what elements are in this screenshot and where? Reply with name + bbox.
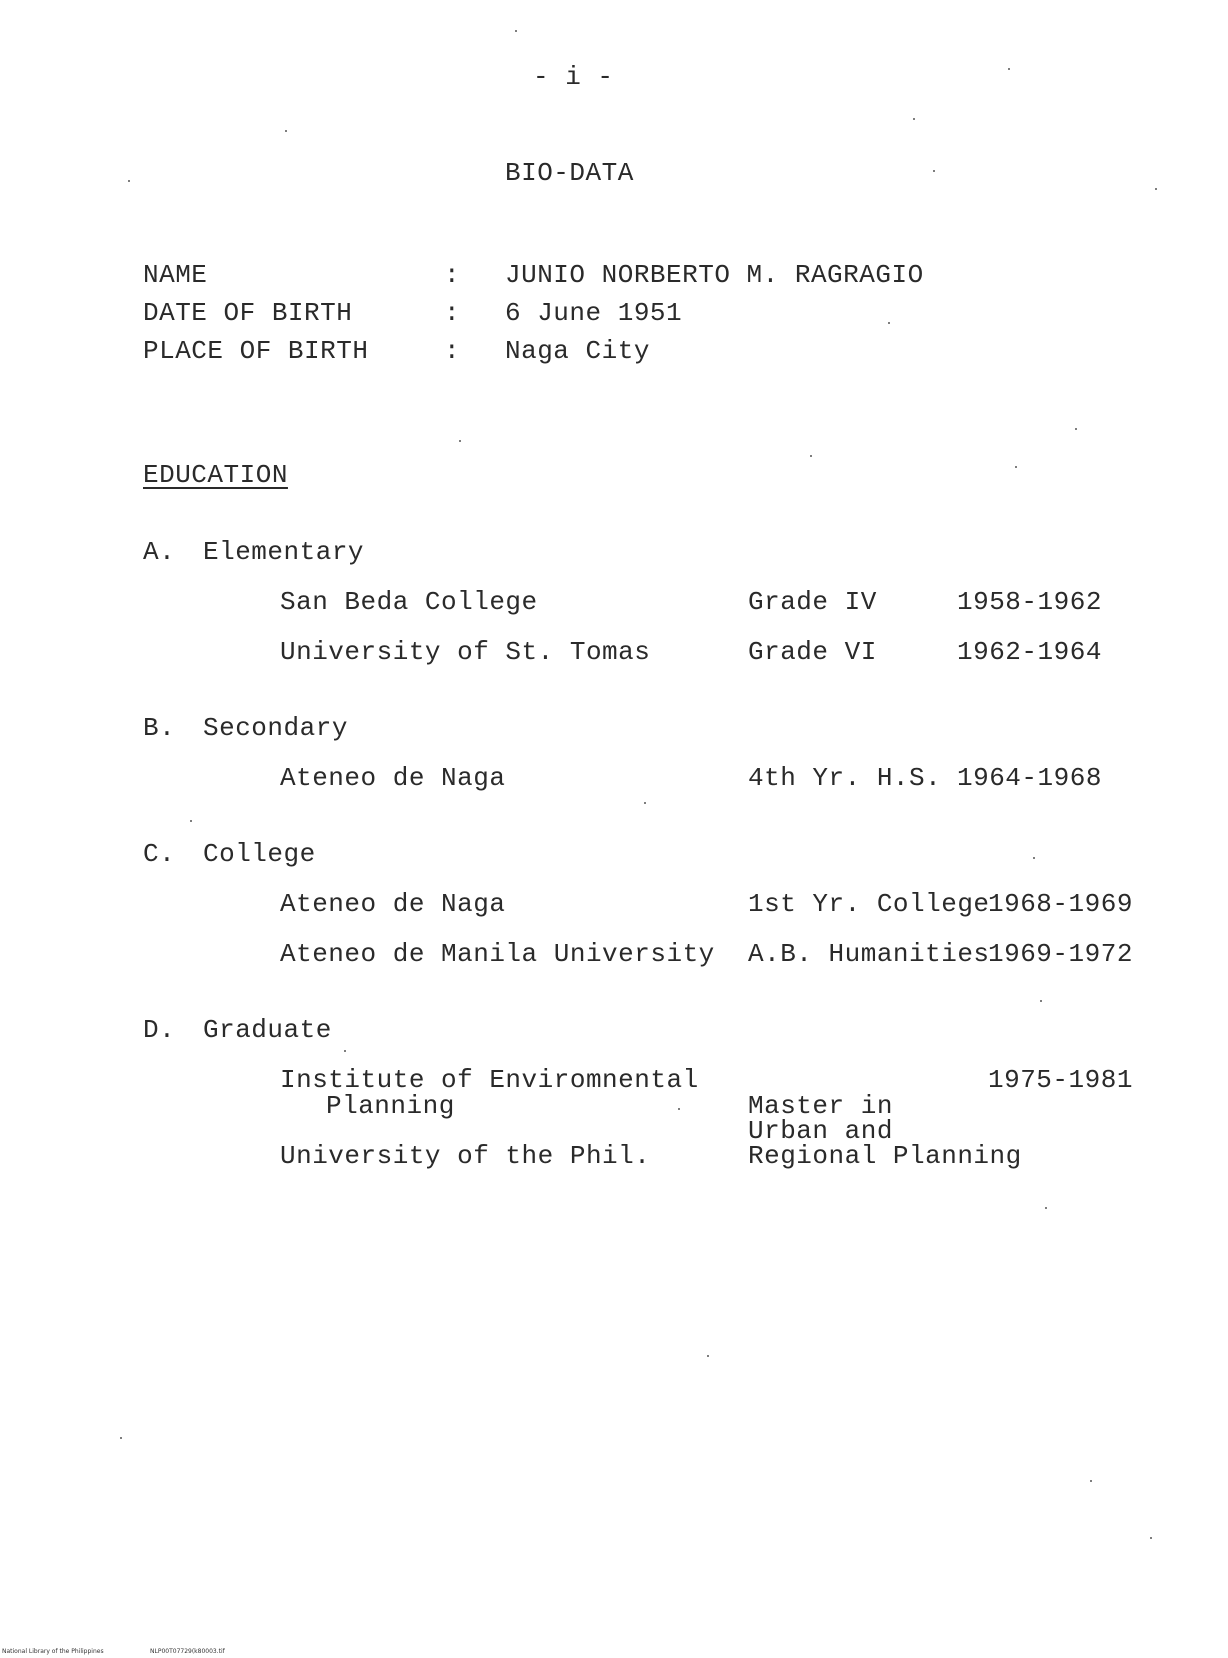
pob-label: PLACE OF BIRTH [143,336,369,366]
graduate-degree-line-3: Regional Planning [748,1141,1022,1171]
scan-speck [1090,1480,1092,1482]
secondary-years-1: 1964-1968 [957,763,1102,793]
scan-speck [190,820,192,822]
graduate-label: Graduate [203,1015,332,1045]
education-heading: EDUCATION [143,460,288,490]
college-school-2: Ateneo de Manila University [280,939,715,969]
graduate-school-line-3: University of the Phil. [280,1141,651,1171]
scan-speck [810,455,812,457]
scan-speck [120,1437,122,1439]
elementary-letter: A. [143,537,176,567]
dob-separator: : [444,298,461,328]
elementary-years-2: 1962-1964 [957,637,1102,667]
dob-value: 6 June 1951 [505,298,683,328]
scan-speck [913,118,915,120]
scan-speck [1033,857,1035,859]
graduate-school-line-2: Planning [326,1091,455,1121]
graduate-letter: D. [143,1015,176,1045]
name-value: JUNIO NORBERTO M. RAGRAGIO [505,260,924,290]
scan-speck [707,1355,709,1357]
footer-file: NLP00T07729(k80003.tif [150,1648,225,1655]
scan-speck [1015,466,1017,468]
graduate-school-line-1: Institute of Enviromnental [280,1065,699,1095]
secondary-school-1: Ateneo de Naga [280,763,506,793]
pob-separator: : [444,336,461,366]
elementary-years-1: 1958-1962 [957,587,1102,617]
scan-speck [1150,1537,1152,1539]
footer-library: National Library of the Philippines [2,1648,104,1655]
college-years-2: 1969-1972 [988,939,1133,969]
college-level-1: 1st Yr. College [748,889,990,919]
scan-speck [933,170,935,172]
scan-speck [1155,188,1157,190]
scan-speck [344,1050,346,1052]
elementary-level-2: Grade VI [748,637,877,667]
scan-speck [515,30,517,32]
secondary-letter: B. [143,713,176,743]
page-title: BIO-DATA [505,158,634,188]
elementary-label: Elementary [203,537,365,567]
graduate-degree-line-1: Master in [748,1091,893,1121]
scan-speck [1040,1000,1042,1002]
scan-speck [1045,1207,1047,1209]
elementary-school-2: University of St. Tomas [280,637,651,667]
name-separator: : [444,260,461,290]
graduate-degree-line-2: Urban and [748,1116,893,1146]
scan-speck [459,440,461,442]
elementary-level-1: Grade IV [748,587,877,617]
college-school-1: Ateneo de Naga [280,889,506,919]
college-level-2: A.B. Humanities [748,939,990,969]
college-label: College [203,839,316,869]
name-label: NAME [143,260,208,290]
scan-speck [128,180,130,182]
scan-speck [888,322,890,324]
pob-value: Naga City [505,336,650,366]
scan-speck [285,130,287,132]
scan-speck [644,802,646,804]
scan-speck [678,1108,680,1110]
dob-label: DATE OF BIRTH [143,298,353,328]
page-number: - i - [533,62,614,92]
scan-speck [1008,68,1010,70]
college-letter: C. [143,839,176,869]
secondary-level-1: 4th Yr. H.S. [748,763,942,793]
graduate-years: 1975-1981 [988,1065,1133,1095]
secondary-label: Secondary [203,713,348,743]
scan-speck [1075,428,1077,430]
college-years-1: 1968-1969 [988,889,1133,919]
elementary-school-1: San Beda College [280,587,538,617]
